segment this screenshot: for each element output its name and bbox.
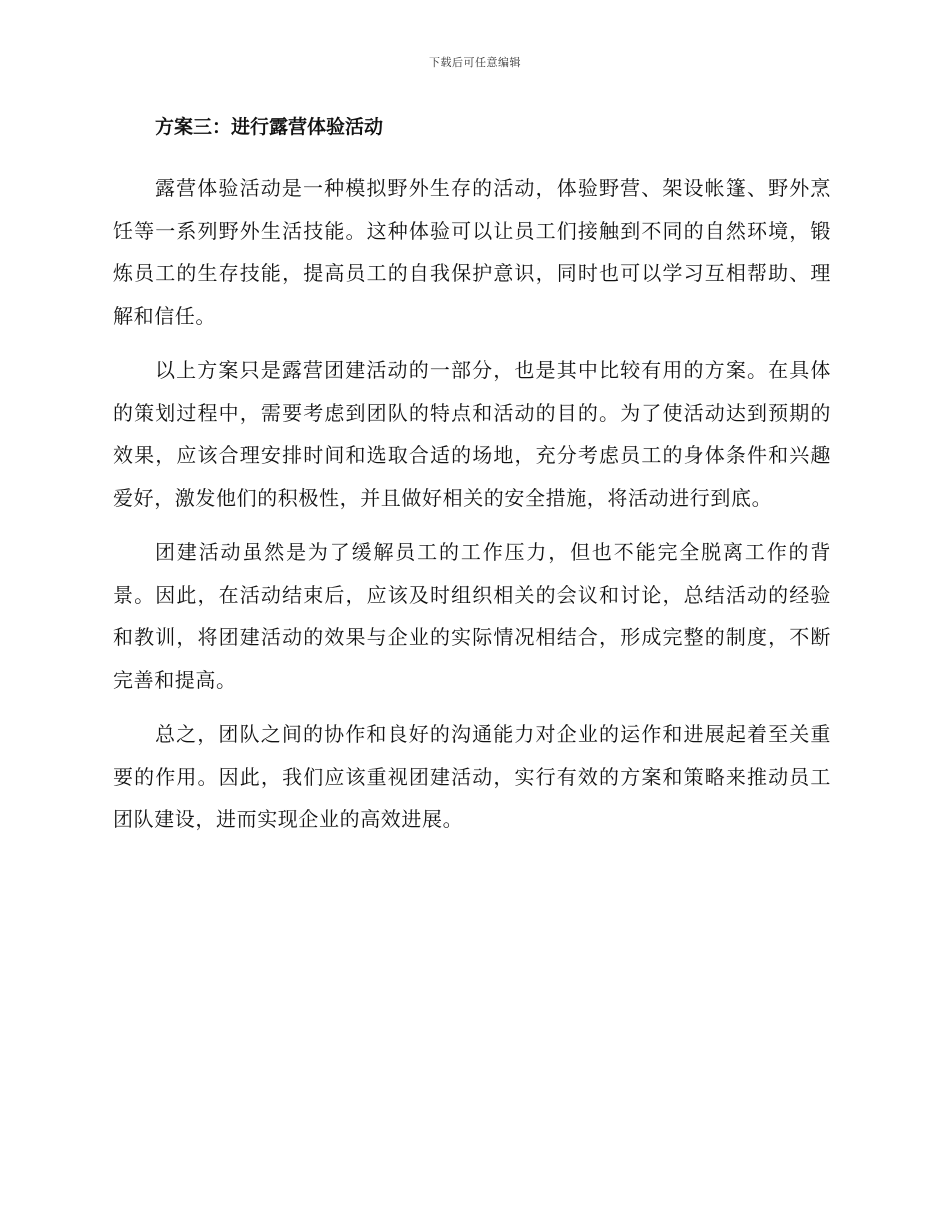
section-heading: 方案三：进行露营体验活动 bbox=[155, 116, 384, 138]
paragraph-conclusion: 总之，团队之间的协作和良好的沟通能力对企业的运作和进展起着至关重要的作用。因此，我们应该重视团建活动，实行有效的方案和策略来推动员工团队建设，进而实现企业的高效进展。 bbox=[113, 722, 831, 831]
page-header-note: 下载后可任意编辑 bbox=[429, 56, 521, 69]
paragraph-planning: 以上方案只是露营团建活动的一部分，也是其中比较有用的方案。在具体的策划过程中，需要考虑到团队的特点和活动的目的。为了使活动达到预期的效果，应该合理安排时间和选取合适的场地，充分考虑员工的身体条件和兴趣爱好，激发他们的积极性，并且做好相关的安全措施，将活动进行到底。 bbox=[113, 358, 831, 510]
paragraph-camping-experience: 露营体验活动是一种模拟野外生存的活动，体验野营、架设帐篷、野外烹饪等一系列野外生活技能。这种体验可以让员工们接触到不同的自然环境，锻炼员工的生存技能，提高员工的自我保护意识，同时也可以学习互相帮助、理解和信任。 bbox=[113, 176, 831, 328]
paragraph-follow-up: 团建活动虽然是为了缓解员工的工作压力，但也不能完全脱离工作的背景。因此，在活动结束后，应该及时组织相关的会议和讨论，总结活动的经验和教训，将团建活动的效果与企业的实际情况相结合，形成完整的制度，不断完善和提高。 bbox=[113, 540, 831, 692]
document-body bbox=[113, 106, 831, 853]
